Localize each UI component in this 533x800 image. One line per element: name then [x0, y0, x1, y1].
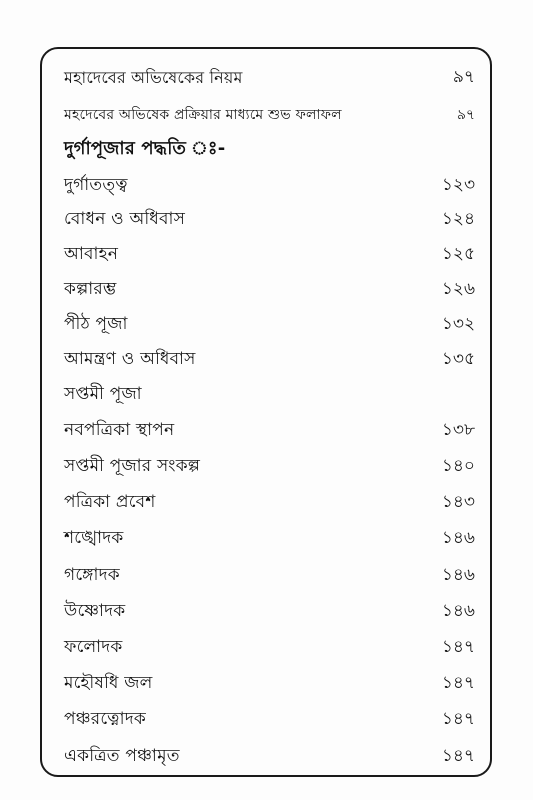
toc-entry-title: আমন্ত্রণ ও অধিবাস [64, 349, 196, 369]
toc-entry-page: ১২৩ [441, 175, 475, 195]
toc-entry [64, 240, 475, 270]
toc-entry [64, 633, 475, 663]
toc-entry [64, 488, 475, 518]
toc-entry-page: ১৪৩ [441, 492, 475, 512]
toc-entry [64, 345, 475, 375]
toc-entry-page: ১৪৬ [441, 528, 475, 548]
toc-entry-page: ১৪০ [441, 456, 475, 476]
toc-entry-title: পত্রিকা প্রবেশ [64, 492, 156, 512]
toc-entry-page: ১৪৭ [441, 709, 475, 729]
toc-entry-title: ফলোদক [64, 637, 123, 657]
toc-entry-page: ৯৭ [452, 67, 475, 87]
toc-entry [64, 310, 475, 340]
toc-entry-page: ১২৪ [441, 209, 475, 229]
toc-entry-page: ১৩২ [441, 314, 475, 334]
toc-entry [64, 669, 475, 699]
toc-entry [64, 742, 475, 772]
toc-entry [64, 171, 475, 201]
toc-entry [64, 705, 475, 735]
toc-entry-page: ১৪৬ [441, 565, 475, 585]
toc-entry-title: একত্রিত পঞ্চামৃত [64, 746, 180, 766]
toc-entry-title: মহৌষধি জল [64, 673, 153, 693]
toc-entry-page: ১৩৫ [441, 349, 475, 369]
toc-entry [64, 416, 475, 446]
toc-entry [64, 452, 475, 482]
toc-entry-title: মহদেবের অভিষেক প্রক্রিয়ার মাধ্যমে শুভ ফলাফল [64, 107, 342, 123]
toc-entry-page: ১৩৮ [441, 420, 475, 440]
toc-entry [64, 63, 475, 93]
toc-entry [64, 100, 475, 130]
toc-entry [64, 275, 475, 305]
toc-entry-title: মহাদেবের অভিষেকের নিয়ম [64, 67, 243, 87]
section-heading-title: দুর্গাপূজার পদ্ধতি ঃ- [64, 137, 226, 159]
toc-entry-title: শঙ্খোদক [64, 528, 124, 548]
toc-entry-title: নবপত্রিকা স্থাপন [64, 420, 175, 440]
toc-entry-page: ৯৭ [456, 107, 475, 123]
toc-entry-title: সপ্তমী পূজা [64, 384, 142, 404]
toc-entry-page: ১২৬ [441, 279, 475, 299]
section-heading [64, 134, 475, 164]
toc-entry [64, 380, 475, 410]
toc-entry-page: ১৪৭ [441, 746, 475, 766]
toc-entry-title: বোধন ও অধিবাস [64, 209, 186, 229]
toc-entry-title: পীঠ পূজা [64, 314, 128, 334]
toc-entry-title: গঙ্গোদক [64, 565, 120, 585]
toc-entry [64, 561, 475, 591]
toc-entry-page: ১৪৬ [441, 601, 475, 621]
toc-entry-title: সপ্তমী পূজার সংকল্প [64, 456, 201, 476]
toc-entry [64, 597, 475, 627]
toc-entry-title: পঞ্চরত্নোদক [64, 709, 146, 729]
toc-entry-title: কল্পারম্ভ [64, 279, 117, 299]
toc-entry-page: ১৪৭ [441, 637, 475, 657]
toc-entry-page: ১৪৭ [441, 673, 475, 693]
toc-entry-title: উষ্ণোদক [64, 601, 126, 621]
toc-entry-title: দুর্গাতত্ত্ব [64, 175, 128, 195]
toc-entry-page: ১২৫ [441, 244, 475, 264]
toc-entry-title: আবাহন [64, 244, 119, 264]
toc-entry [64, 205, 475, 235]
toc-entry [64, 524, 475, 554]
